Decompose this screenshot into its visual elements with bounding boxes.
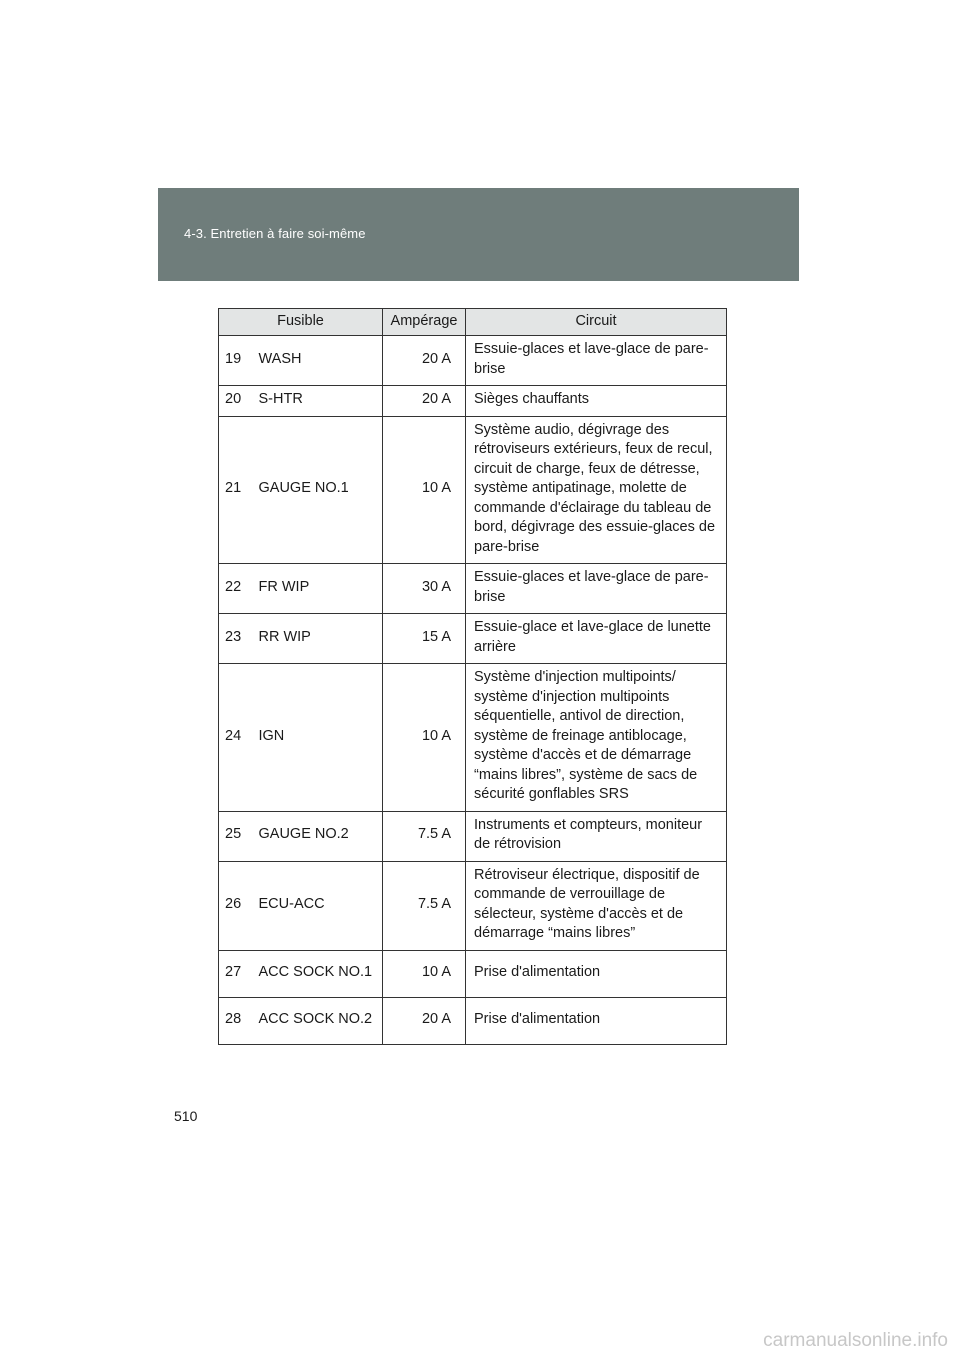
fuse-number: 28 [219, 997, 255, 1044]
table-row [219, 811, 727, 861]
watermark-text: carmanualsonline.info [763, 1330, 948, 1351]
fuse-number: 25 [219, 811, 255, 861]
fuse-amperage: 10 A [383, 664, 466, 812]
fuse-amperage: 20 A [383, 386, 466, 417]
fuse-number: 27 [219, 950, 255, 997]
fuse-amperage: 30 A [383, 564, 466, 614]
fuse-circuit: Prise d'alimentation [466, 950, 727, 997]
column-header-circuit: Circuit [466, 309, 727, 336]
fuse-amperage: 20 A [383, 997, 466, 1044]
section-title: 4-3. Entretien à faire soi-même [184, 226, 366, 241]
table-row [219, 861, 727, 950]
fuse-amperage: 10 A [383, 950, 466, 997]
table-row [219, 386, 727, 417]
fuse-amperage: 7.5 A [383, 811, 466, 861]
fuse-name: ECU-ACC [255, 861, 383, 950]
fuse-name: WASH [255, 336, 383, 386]
fuse-circuit: Essuie-glaces et lave-glace de pare-brise [466, 336, 727, 386]
fuse-name: FR WIP [255, 564, 383, 614]
fuse-number: 23 [219, 614, 255, 664]
table-header-row [219, 309, 727, 336]
fuse-name: IGN [255, 664, 383, 812]
section-header-band [158, 188, 799, 281]
fuse-circuit: Essuie-glace et lave-glace de lunette arrière [466, 614, 727, 664]
fuse-circuit: Système d'injection multipoints/ système d'injection multipoints séquentielle, antivol de direction, système de freinage antiblocage, système d'accès et de démarrage “mains libres”, système de sacs de sécurité gonflables SRS [466, 664, 727, 812]
fuse-name: ACC SOCK NO.2 [255, 997, 383, 1044]
fuse-amperage: 15 A [383, 614, 466, 664]
fuse-number: 21 [219, 416, 255, 564]
fuse-circuit: Rétroviseur électrique, dispositif de commande de verrouillage de sélecteur, système d'accès et de démarrage “mains libres” [466, 861, 727, 950]
fuse-table [218, 308, 727, 1045]
table-row [219, 416, 727, 564]
table-row [219, 614, 727, 664]
fuse-amperage: 10 A [383, 416, 466, 564]
fuse-name: S-HTR [255, 386, 383, 417]
table-row [219, 336, 727, 386]
fuse-number: 19 [219, 336, 255, 386]
table-row [219, 950, 727, 997]
table-row [219, 564, 727, 614]
fuse-amperage: 20 A [383, 336, 466, 386]
fuse-number: 24 [219, 664, 255, 812]
fuse-circuit: Sièges chauffants [466, 386, 727, 417]
fuse-name: ACC SOCK NO.1 [255, 950, 383, 997]
column-header-amperage: Ampérage [383, 309, 466, 336]
fuse-circuit: Essuie-glaces et lave-glace de pare-brise [466, 564, 727, 614]
fuse-name: RR WIP [255, 614, 383, 664]
table-row [219, 997, 727, 1044]
fuse-name: GAUGE NO.1 [255, 416, 383, 564]
fuse-number: 20 [219, 386, 255, 417]
table-row [219, 664, 727, 812]
fuse-number: 22 [219, 564, 255, 614]
fuse-circuit: Prise d'alimentation [466, 997, 727, 1044]
fuse-circuit: Instruments et compteurs, moniteur de rétrovision [466, 811, 727, 861]
page-number: 510 [174, 1108, 198, 1124]
fuse-name: GAUGE NO.2 [255, 811, 383, 861]
column-header-fuse: Fusible [219, 309, 383, 336]
fuse-circuit: Système audio, dégivrage des rétroviseurs extérieurs, feux de recul, circuit de charge, feux de détresse, système antipatinage, molette de commande d'éclairage du tableau de bord, dégivrage des essuie-glaces de pare-brise [466, 416, 727, 564]
fuse-amperage: 7.5 A [383, 861, 466, 950]
fuse-number: 26 [219, 861, 255, 950]
